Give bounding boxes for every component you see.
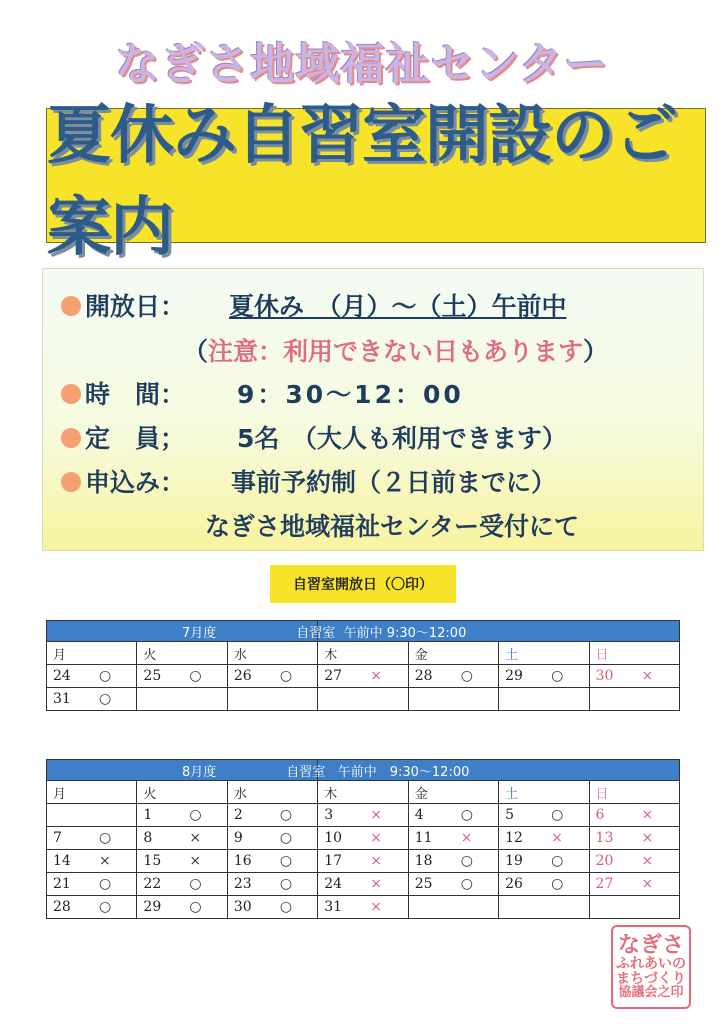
calendar-day-cell <box>227 850 317 873</box>
closed-mark: × <box>641 830 654 846</box>
calendar-day-cell <box>227 896 317 919</box>
closed-mark: × <box>460 830 473 846</box>
open-mark: ○ <box>99 830 112 846</box>
weekday-row <box>47 642 680 665</box>
weekday-cell: 火 <box>137 781 227 804</box>
day-number: 25 <box>143 668 162 684</box>
day-number: 14 <box>53 853 71 869</box>
calendar-week-row <box>47 896 680 919</box>
closed-mark: × <box>641 807 654 823</box>
closed-mark: × <box>189 853 202 869</box>
time-label: 時 間： <box>85 380 186 409</box>
stamp-line: 協議会之印 <box>618 985 684 1001</box>
calendar-caption: 自習室開放日（〇印） <box>270 565 456 603</box>
day-number: 8 <box>143 830 153 846</box>
organization-title: なぎさ地域福祉センター <box>115 39 609 90</box>
day-number: 16 <box>233 853 252 869</box>
open-mark: ○ <box>189 899 202 915</box>
open-mark: ○ <box>551 876 564 892</box>
day-number: 29 <box>505 668 523 684</box>
day-number: 12 <box>505 830 523 846</box>
calendar-day-cell <box>408 850 498 873</box>
day-number: 2 <box>233 807 243 823</box>
calendar-day-cell <box>318 896 408 919</box>
open-mark: ○ <box>460 876 473 892</box>
day-number: 30 <box>233 899 252 915</box>
day-number: 28 <box>414 668 433 684</box>
open-mark: ○ <box>460 807 473 823</box>
day-number: 11 <box>414 830 433 846</box>
day-number: 5 <box>505 807 515 823</box>
calendar-day-cell <box>137 688 227 711</box>
page-title: 夏休み自習室開設のご案内 <box>47 98 677 265</box>
weekday-cell: 木 <box>318 642 408 665</box>
closed-mark: × <box>641 853 654 869</box>
calendar-header <box>47 621 680 642</box>
month-label: 8月度 <box>182 764 217 780</box>
calendar-day-cell <box>137 850 227 873</box>
calendar-day-cell <box>47 665 137 688</box>
open-mark: ○ <box>279 807 293 823</box>
open-mark: ○ <box>279 876 293 892</box>
calendar-day-cell <box>318 850 408 873</box>
calendar-day-cell <box>408 688 498 711</box>
open-mark: ○ <box>551 853 564 869</box>
open-mark: ○ <box>189 807 202 823</box>
open-mark: ○ <box>99 899 112 915</box>
calendar-week-row <box>47 665 680 688</box>
closed-mark: × <box>189 830 202 846</box>
day-number: 21 <box>53 876 71 892</box>
bullet-icon <box>61 384 81 404</box>
day-number: 27 <box>324 668 343 684</box>
open-days-note: （注意：利用できない日もあります） <box>183 337 609 366</box>
calendar-day-cell <box>227 665 317 688</box>
calendar-day-cell <box>499 688 589 711</box>
open-mark: ○ <box>189 668 202 684</box>
calendar-day-cell <box>589 827 679 850</box>
calendar-week-row <box>47 850 680 873</box>
closed-mark: × <box>551 830 563 846</box>
open-mark: ○ <box>189 876 202 892</box>
calendar-day-cell <box>47 827 137 850</box>
day-number: 15 <box>143 853 162 869</box>
day-number: 1 <box>143 807 153 823</box>
calendar-day-cell <box>318 665 408 688</box>
open-mark: ○ <box>551 807 564 823</box>
weekday-cell: 土 <box>499 642 589 665</box>
calendar-day-cell <box>318 688 408 711</box>
apply-label: 申込み： <box>85 468 186 497</box>
open-mark: ○ <box>279 853 293 869</box>
open-mark: ○ <box>460 853 473 869</box>
room-label: 自習室 <box>296 625 336 641</box>
calendar-day-cell <box>589 896 679 919</box>
day-number: 22 <box>143 876 162 892</box>
stamp-line: ふれあいの <box>616 956 686 973</box>
bullet-icon <box>61 296 81 316</box>
calendar-day-cell <box>408 665 498 688</box>
open-mark: ○ <box>279 668 293 684</box>
july-header <box>47 621 467 642</box>
apply-value: 事前予約制（２日前までに） <box>231 468 557 497</box>
capacity-label: 定 員； <box>85 424 186 453</box>
calendar-day-cell <box>137 873 227 896</box>
day-number: 27 <box>595 876 614 892</box>
calendar-day-cell <box>227 827 317 850</box>
month-label: 7月度 <box>182 625 217 641</box>
closed-mark: × <box>370 830 382 846</box>
calendar-day-cell <box>47 896 137 919</box>
open-mark: ○ <box>99 691 112 707</box>
calendar-day-cell <box>47 873 137 896</box>
day-number: 20 <box>595 853 614 869</box>
calendar-day-cell <box>408 896 498 919</box>
open-mark: ○ <box>99 668 112 684</box>
closed-mark: × <box>641 876 654 892</box>
weekday-cell: 日 <box>589 642 679 665</box>
day-number: 28 <box>53 899 71 915</box>
day-number: 3 <box>324 807 334 823</box>
calendar-day-cell <box>408 827 498 850</box>
bullet-icon <box>61 428 81 448</box>
calendar-day-cell <box>499 850 589 873</box>
title-banner <box>46 98 706 265</box>
day-number: 23 <box>233 876 252 892</box>
calendar-day-cell <box>499 827 589 850</box>
day-number: 31 <box>324 899 343 915</box>
closed-mark: × <box>370 876 382 892</box>
weekday-row <box>47 781 680 804</box>
time-value: 9：30～12：00 <box>237 380 464 409</box>
time-label: 午前中 9:30～12:00 <box>337 764 470 780</box>
note-text: 利用できない日もあります <box>283 337 584 366</box>
calendar-week-row <box>47 804 680 827</box>
calendar-day-cell <box>499 873 589 896</box>
day-number: 31 <box>53 691 71 707</box>
calendar-day-cell <box>499 896 589 919</box>
calendar-day-cell <box>589 850 679 873</box>
calendar-day-cell <box>318 873 408 896</box>
day-number: 30 <box>595 668 614 684</box>
stamp-line: まちづくり <box>616 970 686 987</box>
calendar-day-cell <box>318 804 408 827</box>
open-days-row <box>61 287 567 323</box>
day-number: 26 <box>505 876 523 892</box>
calendar-day-cell <box>318 827 408 850</box>
calendar-day-cell <box>137 896 227 919</box>
weekday-cell: 月 <box>47 642 137 665</box>
open-mark: ○ <box>279 899 293 915</box>
day-number: 17 <box>324 853 343 869</box>
weekday-cell: 金 <box>408 642 498 665</box>
weekday-cell: 水 <box>227 642 317 665</box>
closed-mark: × <box>641 668 654 684</box>
seal-stamp <box>611 925 691 1009</box>
bullet-icon <box>61 472 81 492</box>
calendar-day-cell <box>589 688 679 711</box>
info-box <box>42 268 704 551</box>
august-header <box>47 760 470 781</box>
day-number: 19 <box>505 853 523 869</box>
august-calendar <box>46 759 680 919</box>
calendar-day-cell <box>47 688 137 711</box>
day-number: 24 <box>324 876 343 892</box>
calendar-day-cell <box>137 665 227 688</box>
open-mark: ○ <box>551 668 564 684</box>
open-mark: ○ <box>279 830 293 846</box>
calendar-day-cell <box>137 804 227 827</box>
weekday-cell: 日 <box>589 781 679 804</box>
calendar-day-cell <box>227 873 317 896</box>
calendar-week-row <box>47 873 680 896</box>
calendar-day-cell <box>47 804 137 827</box>
day-number: 18 <box>414 853 433 869</box>
time-label: 午前中 9:30～12:00 <box>343 625 467 641</box>
calendar-header <box>47 760 680 781</box>
calendar-day-cell <box>227 688 317 711</box>
weekday-cell: 月 <box>47 781 137 804</box>
weekday-cell: 火 <box>137 642 227 665</box>
apply-row <box>61 463 557 499</box>
day-number: 24 <box>53 668 71 684</box>
time-row <box>61 375 464 411</box>
capacity-row <box>61 419 567 455</box>
calendar-day-cell <box>47 850 137 873</box>
july-calendar <box>46 620 680 711</box>
open-mark: ○ <box>460 668 473 684</box>
calendar-day-cell <box>589 665 679 688</box>
open-days-value: 夏休み （月）～（土）午前中 <box>229 292 567 321</box>
day-number: 7 <box>53 830 62 846</box>
apply-place: なぎさ地域福祉センター受付にて <box>205 512 580 541</box>
day-number: 26 <box>233 668 252 684</box>
open-mark: ○ <box>99 876 112 892</box>
room-label: 自習室 <box>286 764 326 780</box>
weekday-cell: 水 <box>227 781 317 804</box>
stamp-line: なぎさ <box>617 931 684 958</box>
closed-mark: × <box>370 807 382 823</box>
weekday-cell: 金 <box>408 781 498 804</box>
day-number: 25 <box>414 876 433 892</box>
note-prefix: 注意： <box>208 337 284 366</box>
day-number: 9 <box>233 830 243 846</box>
closed-mark: × <box>99 853 111 869</box>
calendar-day-cell <box>589 804 679 827</box>
day-number: 29 <box>143 899 162 915</box>
weekday-cell: 土 <box>499 781 589 804</box>
closed-mark: × <box>370 899 382 915</box>
calendar-day-cell <box>589 873 679 896</box>
weekday-cell: 木 <box>318 781 408 804</box>
calendar-week-row <box>47 827 680 850</box>
day-number: 13 <box>595 830 614 846</box>
day-number: 10 <box>324 830 343 846</box>
closed-mark: × <box>370 668 382 684</box>
capacity-value: 5名 （大人も利用できます） <box>237 424 567 453</box>
calendar-day-cell <box>499 665 589 688</box>
day-number: 6 <box>595 807 605 823</box>
calendar-day-cell <box>499 804 589 827</box>
calendar-day-cell <box>408 873 498 896</box>
calendar-week-row <box>47 688 680 711</box>
calendar-day-cell <box>227 804 317 827</box>
calendar-day-cell <box>408 804 498 827</box>
day-number: 4 <box>414 807 424 823</box>
closed-mark: × <box>370 853 382 869</box>
calendar-day-cell <box>137 827 227 850</box>
open-days-label: 開放日： <box>85 292 186 321</box>
